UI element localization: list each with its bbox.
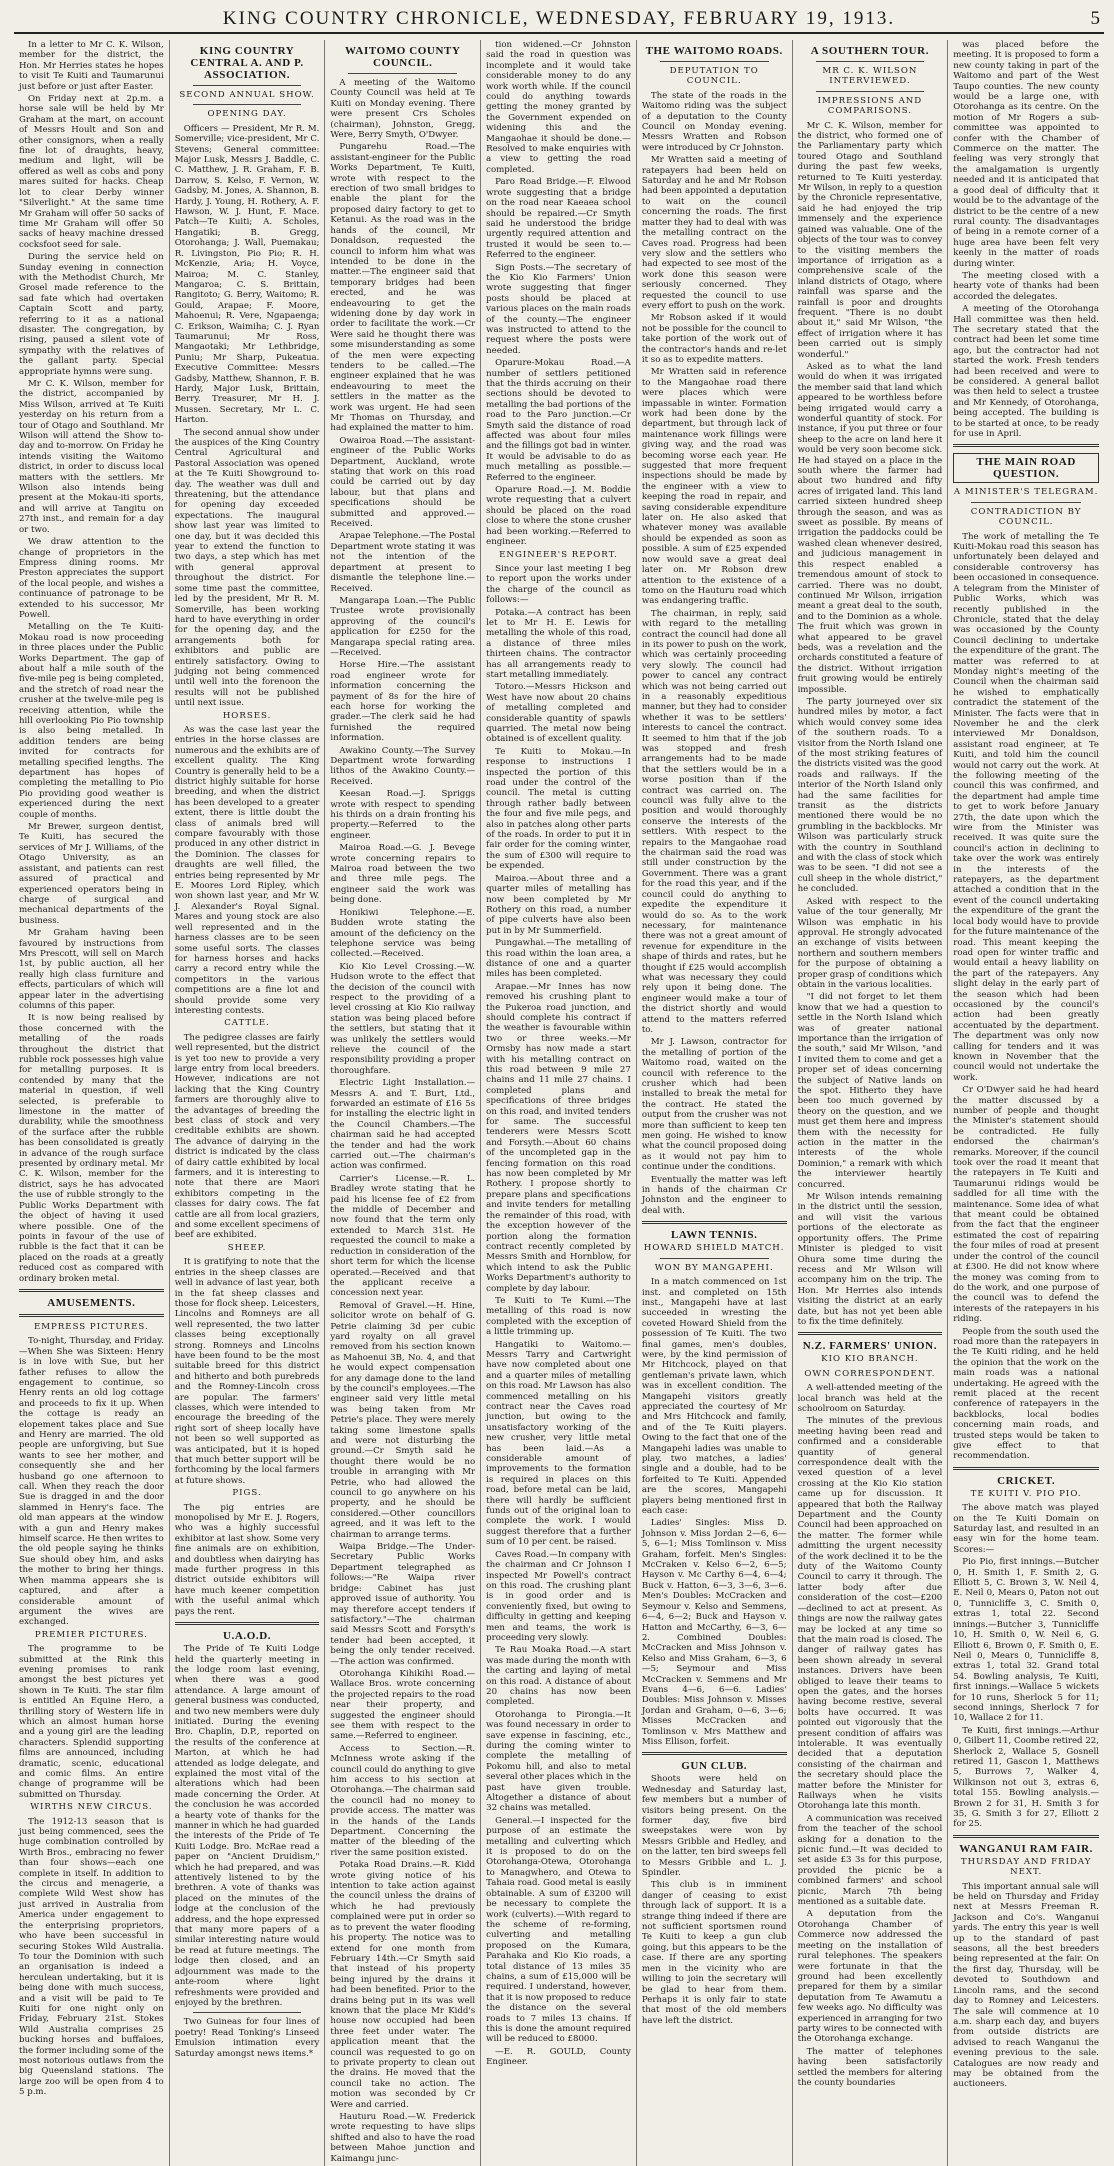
paragraph: Te Rau Moaka Road.—A start was made during the month with the carting and laying of metal on this road. A distance of about 20 chains has now been completed.: [486, 1645, 631, 1708]
paragraph: In a match commenced on 1st inst. and completed on 15th inst., Mangapehi have at last succeeded in wresting the coveted Howard Shield from the possession of Te Kuiti. The two final games, men's doubles, were, by the kind permission of Mr Hitchcock, played on that gentleman's private lawn, which was in excellent condition. The Mangapehi visitors greatly appreciated the courtesy of Mr and Mrs Hitchcock and family, and of the Te Kuiti players. Owing to the fact that one of the Mangapehi ladies was unable to play, two matches, a ladies' single and a double, had to be forfeited to Te Kuiti. Appended are the scores, Mangapehi players being mentioned first in each case:: [641, 1277, 787, 1517]
paragraph: The chairman, in reply, said with regard to the metalling contract the council had done all in its power to push on the work, which was certainly proceeding very slowly. The council had power to cancel any contract which was not being carried out in a reasonably expeditious manner, but they had to consider whether it was to be settlers' interests to cancel the contract. It seemed to him that if the job was stopped and fresh arrangements had to be made that the settlers would be in a worse position than if the contract was carried on. The council was fully alive to the position and would thoroughly conserve the interests of the settlers. With respect to the repairs to the Mangaohae road the chairman said the road was still under construction by the Government. There was a grant for the road this year, and if the council could do anything to expedite the expenditure it would do so. As to the work necessary, for maintenance there was not a great amount of revenue for expenditure in the shape of thirds and rates, but he thought if £25 would accomplish what was necessary they could rely upon it being done. The engineer would make a tour of the district shortly and would attend to the matters referred to.: [641, 608, 787, 1035]
paragraph: During the service held on Sunday evening in connection with the Methodist Church, Mr Grosel made reference to the sad fate which had overtaken Captain Scott and party, referring to it as a national disaster. The congregation, by rising, paused a silent vote of sympathy with the relatives of the gallant party. Special appropriate hymns were sung.: [19, 252, 164, 377]
masthead: [14, 6, 1104, 34]
paragraph: We draw attention to the change of proprietors in the Empress dining rooms. Mr Preston appreciates the support of the local people, and wishes a continuance of patronage to be extended to his successor, Mr Powell.: [19, 537, 164, 620]
divider: [193, 2012, 302, 2013]
column-4: [481, 40, 637, 2166]
masthead-title: KING COUNTRY CHRONICLE, WEDNESDAY, FEBRUARY 19, 1913.: [222, 8, 896, 29]
divider: [953, 1835, 1099, 1838]
paragraph: Mr Wratten said in reference to the Mangaohae road there were places which were impassable in winter. Formation work had been done by the department, but through lack of maintenance work fillings were giving way, and the road was becoming worse each year. He suggested that more frequent inspections should be made by the engineer with a view to keeping the road in repair, and saving considerable expenditure later on. He also asked that whatever money was available should be expended as soon as possible. A sum of £25 expended now would save a great deal later on. Mr Robson drew attention to the existence of a tomo on the Hauturu road which was endangering traffic.: [641, 367, 787, 607]
subheading-howard-shield: HOWARD SHIELD MATCH.: [643, 1243, 785, 1254]
paragraph: Asked with respect to the value of the tour generally, Mr Wilson was emphatic in his approval. He strongly advocated an exchange of visits between northern and southern members for the purpose of obtaining a proper grasp of conditions which obtain in the various localities.: [797, 896, 943, 990]
paragraph: The work of metalling the Te Kuiti-Mokau road this season has unfortunately been delayed and considerable controversy has been occasioned in consequence. A telegram from the Minister of Public Works, which was recently published in the Chronicle, stated that the delay was occasioned by the County Council declining to undertake the expenditure of the grant. The matter was referred to at Monday night's meeting of the Council when the chairman said he wished to emphatically contradict the statement of the Minister. The facts were that in November he and the clerk interviewed Mr Donaldson, assistant road engineer, at Te Kuiti, and told him the council would not carry out the work. At the following meeting of the council this was confirmed, and the department had ample time to get to work before January 27th, the date upon which the wire from the Minister was received. It was quite sure the council's action in declining to take over the work was entirely in the interests of the ratepayers, as the department attached a condition that in the event of the council undertaking the expenditure of the grant the local body would have to provide for the future maintenance of the road. This meant keeping the road open for winter traffic and would entail a heavy liability on the part of the ratepayers. Any slight delay in the early part of the season which had been occasioned by the council's action had been greatly accentuated by the department. The department was only now calling for tenders and it was known in November that the council would not undertake the work.: [953, 531, 1099, 1083]
article-heading-farmers-union: N.Z. FARMERS' UNION.: [802, 1340, 938, 1353]
divider: [19, 1314, 164, 1317]
article-heading-gun-club: GUN CLUB.: [681, 1760, 748, 1773]
paragraph: Eventually the matter was left in hands of the chairman Cr Johnston and the engineer to deal with.: [641, 1174, 787, 1216]
paragraph: The programme to be submitted at the Rink this evening promises to rank amongst the best pictures yet shown in Te Kuiti. The star film is entitled An Equine Hero, a thrilling story of Western life in which an almost human horse and a young girl are the leading characters. Splendid supporting films are announced, including dramatic, scenic, educational and comic films. An entire change of programme will be submitted on Thursday.: [19, 1644, 164, 1800]
paragraph: The state of the roads in the Waitomo riding was the subject of a deputation to the County Council on Monday evening. Messrs Wratten and Robson were introduced by Cr Johnston.: [641, 90, 787, 153]
column-1: [14, 40, 170, 2166]
divider: [798, 1332, 943, 1335]
paragraph: "I did not forget to let them know that we had a question to settle in the North Island which was of greater national importance than the irrigation of the south," said Mr Wilson, "and I invited them to come and get a proper set of ideas concerning the subject of Native lands on the spot. Hitherto they have been too much governed by theory on the question, and we must get them here and impress them with the necessity for action in the matter in the interests of the whole Dominion," a remark with which the interviewer heartily concurred.: [797, 992, 943, 1190]
paragraph: A meeting of the Otorohanga Hall committee was then held. The secretary stated that the contract had been let some time ago, but the contractor had not started the work. Fresh tenders had been received and were to be considered. A general ballot was then held to select a trustee and Mr Kennedy, of Otorohanga, being accepted. The building is to be started at once, to be ready for use in April.: [953, 304, 1099, 440]
article-heading-southern-tour: A SOUTHERN TOUR.: [810, 45, 930, 57]
column-3: [325, 40, 481, 2166]
subheading-wilson-interviewed: MR C. K. WILSON INTERVIEWED.: [822, 66, 918, 87]
paragraph: Oparure-Mokau Road.—A number of settlers petitioned that the thirds accruing on their sections should be devoted to metalling the bad portions of the road to the Paro junction.—Cr Smyth said the distance of road affected was about four miles and the fillings got bad in winter. It would be advisable to do as much metalling as possible.—Referred to the engineer.: [486, 358, 631, 483]
paragraph: Owairoa Road.—The assistant-engineer of the Public Works Department, Auckland, wrote stating that work on this road could be carried out by day labour, but that plans and specifications should be submitted and approved.—Received.: [330, 435, 476, 530]
paragraph: General.—I inspected for the purpose of an estimate the metalling and culverting which it is proposed to do on the Otorohanga-Otewa, Otorohanga to Managwhero, and Otewa to Tahaia road. Good metal is easily obtainable. A sum of £3200 will be necessary to complete the work (culverts).—With regard to the scheme of re-forming, culverting and metalling proposed on the Kumara, Parahaka and Kio Kio roads, a total distance of 13 miles 35 chains, a sum of £15,000 will be required. I understand, however, that it is now proposed to reduce the distance on the several roads to 7 miles 13 chains. If this is done the amount required will be reduced to £8000.: [486, 1815, 631, 2045]
paragraph: Arapae Telephone.—The Postal Department wrote stating it was not the intention of the department at present to dismantle the telephone line.—Received.: [330, 531, 476, 594]
paragraph: The 1912-13 season that is just being commenced, sees the huge combination controlled by Wirth Bros., embracing no fewer than four shows—each one complete in itself. In addition to the circus and menagerie, a complete Wild West show has just arrived in Australia from America under engagement to the enterprising proprietors, who have been successful in securing Stokes Wild Australia. To tour the Dominion with such an organisation is indeed a herculean undertaking, but it is being done with much success, and a visit will be paid to Te Kuiti for one night only on Friday, February 21st. Stokes Wild Australia comprises 25 bucking horses and buffaloes, the former including some of the most notorious outlaws from the big Queensland stations. The large zoo will be open from 4 to 5 p.m.: [19, 1816, 164, 2098]
paragraph: Sign Posts.—The secretary of the Kio Kio Farmers' Union wrote suggesting that finger posts should be placed at various places on the main roads of the county.—The engineer was instructed to attend to the request where the posts were needed.: [486, 262, 631, 356]
paragraph: Keesan Road.—J. Spriggs wrote with respect to spending his thirds on a drain fronting his property.—Referred to the engineer.: [330, 789, 476, 841]
paragraph: The matter of telephones having been satisfactorily settled the members for altering the county boundaries: [797, 2046, 943, 2088]
column-2: [170, 40, 326, 2166]
paragraph: Two Guineas for four lines of poetry! Read Tonking's Linseed Emulsion intimation every Saturday amongst news items.*: [174, 2017, 320, 2059]
paragraph: The party journeyed over six hundred miles by motor, a fact which would convey some idea of the southern roads. To a visitor from the North Island one of the most striking features of the districts visited was the good roads and railways. If the interior of the North Island only had the same facilities for transit as the districts mentioned there would be no grumbling in the backblocks. Mr Wilson was particularly struck with the country in Southland and with the class of stock which was to be seen. "I did not see a cull sheep in the whole district," he concluded.: [797, 696, 943, 895]
paragraph: This important annual sale will be held on Thursday and Friday next at Messrs Freeman R. Jackson and Co's. Wanganui yards. The entry this year is well up to the standard of past seasons, all the best breeders being represented at the fair. On the first day, Thursday, will be devoted to Southdown and Lincoln rams, and the second day to Romney and Leicesters. The sale will commence at 10 a.m. sharp each day, and buyers from outside districts are advised to reach Wanganui the evening previous to the sale. Catalogues are now ready and may be obtained from the auctioneers.: [953, 1881, 1099, 2090]
paragraph: Mr Graham having been favoured by instructions from Mrs Prescott, will sell on March 1st, by public auction, all her really high class furniture and effects, particulars of which will appear later in the advertising columns of this paper.: [19, 928, 164, 1011]
paragraph: Mr C. K. Wilson, member for the district, accompanied by Miss Wilson, arrived at Te Kuiti yesterday on his return from a tour of Otago and Southland. Mr Wilson will attend the Show to-day and to-morrow. On Friday he intends visiting the Waitomo district, in order to discuss local matters with the settlers. Mr Wilson also intends being present at the Mokau-iti sports, and will arrive at Tangitu on 27th inst., and remain for a day or two.: [19, 379, 164, 535]
paragraph: On Friday next at 2p.m. a horse sale will be held by Mr Graham at the mart, on account of Messrs Hoult and Son and other consignors, when a really fine lot of draughts, heavy, medium and light, will be offered as well as cobs and pony mares suited for hacks. Cheap lot to clear Derby winner "Silverlight." At the same time Mr Graham will offer 50 sacks of time Mr Graham will offer 50 sacks of heavy machine dressed cocksfoot seed for sale.: [19, 94, 164, 250]
paragraph: The Pride of Te Kuiti Lodge held the quarterly meeting in the lodge room last evening, when there was a good attendance. A large amount of general business was conducted, and two new members were duly initiated. During the evening Bro. Chaplin, D.P., reported on the results of the conference at Marton, at which he had attended as lodge delegate, and explained the most vital of the alterations which had been made concerning the Order. At the conclusion he was accorded a hearty vote of thanks for the manner in which he had guarded the interests of the Pride of Te Kuiti Lodge. Bro. McRae read a paper on "Ancient Druidism," which he had prepared, and was attentively listened to by the brethren. A vote of thanks was placed on the minutes of the lodge at the conclusion of the address, and the hope expressed that many more papers of a similar interesting nature would be read at future meetings. The lodge then closed, and an adjournment was made to the ante-room where light refreshments were provided and enjoyed by the brethren.: [174, 1644, 320, 2008]
subheading-te-kuiti-v-pio-pio: TE KUITI V. PIO PIO.: [970, 1488, 1082, 1499]
signature-line: —E. R. GOULD, County Engineer.: [486, 2046, 631, 2068]
paragraph: Arapae.—Mr Innes has now removed his crushing plant to the Pukeroa road junction, and should complete his contract if the weather is favourable within two or three weeks.—Mr Ormsby has now made a start with his metalling contract on this road between 9 mile 27 chains and 11 mile 27 chains. I completed plans and specifications of three bridges on this road, and invited tenders for same. The successful tenderers were Messrs Scott and Forsyth.—About 60 chains of the uncompleted gap in the fencing formation on this road has now been completed by Mr Rothery. I propose shortly to prepare plans and specifications and invite tenders for metalling the remainder of this road, with the exception however of the portion along the formation contract recently completed by Messrs Smith and Hornblow, for which intend to ask the Public Works Department's authority to complete by day labour.: [486, 981, 631, 1294]
paragraph: This club is in imminent danger of ceasing to exist through lack of support. It is a strange thing indeed if there are not sufficient sportsmen round Te Kuiti to keep a gun club going, but this appears to be the case. If there are any sporting men in the vicinity who are willing to join the secretary will be glad to hear from them. Perhaps it is only fair to state that most of the old members have left the district.: [641, 1880, 787, 2026]
paragraph: Electric Light Installation.—Messrs A. and T. Burt, Ltd., forwarded an estimate of £16 5s for installing the electric light in the Council Chambers.—The chairman said he had accepted the tender and had the work carried out.—The chairman's action was confirmed.: [330, 1078, 476, 1172]
paragraph: The minutes of the previous meeting having been read and confirmed and a considerable quantity of general correspondence dealt with the vexed question of a level crossing at the Kio Kio station came up for discussion. It appeared that both the Railway Department and the County Council had been approached on the matter. The former while admitting the urgent necessity of the work declined it to be the duty of the Waitomo County Council to carry it through. The latter body after due consideration of the cost—£200—declined to act at present. As things are now the railway gates may be locked at any time so that the main road is closed. The danger of railway gates has been shown already in several instances. Drivers have been obliged to leave their teams to open the gates, and the horses having become restive, several bolts have occurred. It was pointed out vigorously that the present condition of affairs was intolerable. It was eventually decided that a deputation consisting of the chairman and the secretary should place the matter before the Minister for Railways when he visits Otorohanga late this month.: [797, 1416, 943, 1812]
paragraph: Carrier's License.—R. L. Bradley wrote stating that he paid his license fee of £2 from the middle of December and now found that the term only extended to March 31st. He requested the council to make a reduction in consideration of the short term for which the license operated.—Received and that the applicant receive a concession next year.: [330, 1173, 476, 1299]
divider: [816, 61, 925, 62]
divider: [971, 502, 1081, 503]
divider: [348, 73, 457, 74]
divider: [953, 444, 1099, 447]
paragraph: The above match was played on the Te Kuiti Domain on Saturday last, and resulted in an easy win for the home team. Scores:—: [953, 1503, 1099, 1555]
article-heading-uaod: U.A.O.D.: [222, 1630, 272, 1643]
subheading-empress-pictures: EMPRESS PICTURES.: [33, 1321, 149, 1332]
paragraph: Mairoa Road.—G. J. Bevege wrote concerning repairs to Mairoa road between the two and three mile pegs. The engineer said the work was being done.: [330, 843, 476, 906]
paragraph: A communication was received from the teacher of the school asking for a donation to the picnic fund.—It was decided to set aside £3 3s for this purpose, provided the picnic be a combined farmers' and school picnic, March 7th being mentioned as a suitable date.: [797, 1813, 943, 1908]
paragraph: It is now being realised by those concerned with the metalling of the roads throughout the district that rubble rock possesses high value for metalling purposes. It is contended by many that the material in question, if well selected, is preferable to limestone in the matter of durability, while the smoothness of the surface after the rubble has been consolidated is greatly in advance of the rough surface presented by ordinary metal. Mr C. K. Wilson, member for the district, says he has advocated the use of rubble strongly to the Public Works Department with the object of having it used where possible. One of the points in favour of the use of rubble is the fact that it can be placed on the roads at a greatly reduced cost as compared with ordinary broken metal.: [19, 1013, 164, 1284]
subheading-premier-pictures: PREMIER PICTURES.: [34, 1629, 148, 1640]
paragraph: The pig entries are monopolised by Mr E. J. Rogers, who was a highly successful exhibitor at last show. Some very fine animals are on exhibition, and doubtless when dairying has made further progress in this district outside exhibitors will have much keener competition with the useful animal which pays the rent.: [174, 1502, 320, 1617]
paragraph: A meeting of the Waitomo County Council was held at Te Kuiti on Monday evening. There were present Crs Scholes (chairman), Johnston, Gregg, Were, Berry Smyth, O'Dwyer.: [330, 78, 476, 141]
divider: [816, 91, 925, 92]
paragraph: Cr O'Dwyer said he had heard the matter discussed by a number of people and thought the Minister's statement should be contradicted. He fully endorsed the chairman's remarks. Moreover, if the council took over the road it meant that the ratepayers in Te Kuiti and Taumarunui ridings would be saddled for all time with the maintenance. Some idea of what that meant could be obtained from the fact that the engineer estimated the cost of repairing the four miles of road at present under the control of the council at £300. He did not know where the money was coming from to do the work, and one purpose of the council was to defend the interests of the ratepayers in his riding.: [953, 1085, 1099, 1325]
divider: [953, 1467, 1099, 1470]
divider: [175, 1622, 320, 1625]
columns: [14, 40, 1104, 2164]
subheading-wirths-circus: WIRTHS NEW CIRCUS.: [30, 1802, 153, 1813]
subheading-deputation: DEPUTATION TO COUNCIL.: [669, 66, 759, 87]
paragraph: Te Kuiti to Te Kumi.—The metalling of this road is now completed with the exception of a little trimming up.: [486, 1295, 631, 1338]
divider: [660, 61, 769, 62]
article-heading-lawn-tennis: LAWN TENNIS.: [670, 1229, 758, 1242]
subheading-correspondent: OWN CORRESPONDENT.: [804, 1368, 936, 1379]
paragraph: A well-attended meeting of the local branch was held at the schoolroom on Saturday.: [797, 1383, 943, 1414]
article-heading-county-council: WAITOMO COUNTY COUNCIL.: [345, 45, 461, 69]
divider: [19, 1289, 164, 1292]
article-heading-a-and-p: KING COUNTRY CENTRAL A. AND P. ASSOCIATION.: [190, 45, 304, 81]
subheading-thursday-friday: THURSDAY AND FRIDAY NEXT.: [960, 1856, 1092, 1878]
divider: [193, 104, 302, 105]
paragraph: Honikiwi Telephone.—E. Budden wrote stating the amount of the deficiency on the telephone service was being collected.—Received.: [330, 907, 476, 960]
paragraph: Metalling on the Te Kuiti-Mokau road is now proceeding in three places under the Public Works Department. The gap of about half a mile south of the five-mile peg is being completed, and the stretch of road near the crusher at the twelve-mile peg is receiving attention, while the hill overlooking Pio Pio township is also being metalled. In addition tenders are being invited for contracts for metalling specified lengths. The department has hopes of completing the metalling to Pio Pio providing good weather is experienced during the next couple of months.: [19, 622, 164, 820]
paragraph: Hangatiki to Waitomo.—Messrs Tarry and Cartwright have now completed about one and a quarter miles of metalling on this road. Mr Lawson has also commenced metalling on his contract near the Caves road junction, but owing to the unsatisfactory working of the new crusher, very little metal has been laid.—As a considerable amount of improvements to the formation is required in places on this road, before metal can be laid, there will hardly be sufficient funds out of the original loan to complete the work. I would suggest therefore that a further sum of 10 per cent. be raised.: [486, 1339, 631, 1548]
paragraph: Shoots were held on Wednesday and Saturday last, few members but a number of visitors being present. On the former day, five bird sweepstakes were won by Messrs Gribble and Hedley, and on the latter, ten bird sweeps fell to Messrs Gribble and L. J. Spindler.: [641, 1774, 787, 1879]
paragraph: Kio Kio Level Crossing.—W. Hudson wrote to the effect that the decision of the council with respect to the providing of a level crossing at Kio Kio railway station was being placed before the settlers, but stating that it was unlikely the settlers would relieve the council of the responsibility providing a proper thoroughfare.: [330, 961, 476, 1076]
divider: [660, 1258, 769, 1259]
paragraph: The pedigree classes are fairly well represented, but the district is yet too new to provide a very large entry from local breeders. However, indications are not lacking that the King Country farmers are thoroughly alive to the advantages of breeding the best class of stock and very creditable exhibits are shown. The advance of dairying in the district is indicated by the class of dairy cattle exhibited by local farmers, and it is interesting to note that there are Maori exhibitors competing in the classes for dairy cows. The fat cattle are all from local graziers, and some excellent specimens of beef are exhibited.: [174, 1032, 320, 1241]
paragraph: Hauturu Road.—W. Frederick wrote requesting to have slips shifted and also to have the road between Mahoe junction and Kaimangu junc-: [330, 2112, 476, 2164]
column-6: [793, 40, 949, 2166]
subheading-opening-day: OPENING DAY.: [207, 109, 287, 120]
column-5: [637, 40, 793, 2166]
paragraph: Totoro.—Messrs Hickson and West have now about 20 chains of metalling completed and considerable quantity of spawls quarried. The metal now being obtained is of excellent quality.: [486, 682, 631, 745]
paragraph: People from the south used the road more than the ratepayers in the Te Kuiti riding, and he held the opinion that the work on the main roads was a national undertaking. He agreed with the remit placed at the recent conference of ratepayers in the backblocks, local bodies concerning main roads, and trusted steps would be taken to give effect to that recommendation.: [953, 1326, 1099, 1462]
subheading-engineers-report: ENGINEER'S REPORT.: [499, 549, 618, 560]
paragraph: was placed before the meeting. It is proposed to form a new county taking in part of the Waitomo and part of the West Taupo counties. The new county would be a large one, with Otorohanga as its centre. On the motion of Mr Rogers a sub-committee was appointed to confer with the Chamber of Commerce on the matter. The feeling was very strongly that the amalgamation is urgently needed and it is anticipated that a good deal of difficulty that it would be to the advantage of the district to be the centre of a new rural county. The disadvantages of being in a remote corner of a huge area have been felt very keenly in the matter of roads during winter.: [953, 40, 1099, 269]
paragraph: Access to Section.—R. McInness wrote asking if the council could do anything to give him access to his section at Otorohanga.—The chairman said the council had no money to provide access. The matter was in the hands of the Lands Department. Concerning the matter of the bleeding of the river the same position existed.: [330, 1743, 476, 1858]
paragraph: Removal of Gravel.—H. Hine, solicitor wrote on behalf of G. Petrie claiming 3d per cubic yard royalty on all gravel removed from his section known as Mahoenui 3B, No. 4, and that he would expect compensation for any damage done to the land by the council's employees.—The engineer said very little metal was being taken from Mr Petrie's place. They were merely taking some limestone spalls and were not disturbing the ground.—Cr Smyth said he thought there would be no trouble in arranging with Mr Petrie, who had allowed the council to go anywhere on his property, and he should be considered.—Other councillors agreed, and it was left to the chairman to arrange terms.: [330, 1300, 476, 1540]
section-heading-amusements: AMUSEMENTS.: [47, 1296, 136, 1309]
subheading-kio-kio-branch: KIO KIO BRANCH.: [821, 1354, 919, 1365]
paragraph: Otorohanga Kihikihi Road.—Wallace Bros. wrote concerning the projected repairs to the road near their property, and suggested the engineer should see them with respect to the same.—Referred to engineer.: [330, 1668, 476, 1742]
paragraph: Mr Wratten said a meeting of ratepayers had been held on Saturday and he and Mr Robson had been appointed a deputation to wait on the council concerning the roads. The first matter they had to deal with was the metalling contract on the Caves road. Progress had been very slow and the settlers who had expected to see most of the work done this season were seriously concerned. They requested the council to use every effort to push on the work.: [641, 155, 787, 311]
paragraph: Mr Brewer, surgeon dentist, Te Kuiti, has secured the services of Mr J. Williams, of the Otago University, as an assistant, and patients can rest assured of practical and experienced operators being in charge of surgical and mechanical departments of the business.: [19, 822, 164, 926]
divider: [193, 85, 302, 86]
paragraph: To-night, Thursday, and Friday.—When She was Sixteen: Henry is in love with Sue, but her father refuses to allow the engagement to continue, so Henry rents an old log cottage and proceeds to fix it up. When the cottage is ready an elopement takes place and Sue and Henry are married. The old people are unforgiving, but Sue wants to see her mother, and consequently she and her husband go one afternoon to call. When they reach the door Sue is dragged in and the door slammed in Henry's face. The old man appears at the window with a gun and Henry makes himself scarce. He then writes to the old people saying he thinks Sue should obey him, and asks the mother to bring her things. When mamma appears she is captured, and after a considerable amount of argument the wives are exchanged.: [19, 1336, 164, 1628]
page-number: 5: [1090, 8, 1100, 29]
paragraph: Pungarehu Road.—The assistant-engineer for the Public Works Department, Te Kuiti, wrote with respect to the erection of two small bridges to enable the plant for the proposed dairy factory to get to Ketanui. As the road was in the hands of the council, Mr Donaldson, requested the council to inform him what was intended to be done in the matter.—The engineer said that temporary bridges had been erected, and he was endeavouring to get the widening done by day work in order to facilitate the work.—Cr Were said he thought there was some misunderstanding as some of the men were expecting tenders to be called.—The engineer explained that he was endeavouring to meet the settlers in the matter as the work was urgent. He had seen Mr Thomas on Thursday, and had explained the matter to him.: [330, 142, 476, 434]
paragraph: Pio Pio, first innings.—Butcher 0, H. Smith 1, F. Smith 2, G. Elliott 5, C. Brown 3, W. Neil 4, E. Neil 0, Mears 0, Paton not out 0, Tunnicliffe 3, C. Smith 0, extras 1, total 22. Second innings.—Butcher 3, Tunnicliffe 10, H. Smith 0, W. Neil 6, G. Elliott 6, Brown 0, F. Smith 0, E. Neil 0, Mears 0, Tunnicliffe 8, extras 1, total 32. Grand total 54. Bowling analysis, Te Kuiti, first innings.—Wallace 5 wickets for 10 runs, Sherlock 5 for 11; second innings, Sherlock 7 for 10, Wallace 2 for 11.: [953, 1557, 1099, 1724]
paragraph: A deputation from the Otorohanga Chamber of Commerce now addressed the meeting on the installation of rural telephones. The speakers were fortunate in that the ground had been excellently prepared for them by a similar deputation from Te Awamutu a few weeks ago. No difficulty was experienced in arranging for two party wires to be connected with the Otorohanga exchange.: [797, 1909, 943, 2045]
paragraph: Mr C. K. Wilson, member for the district, who formed one of the Parliamentary party which toured Otago and Southland during the past few weeks, returned to Te Kuiti yesterday. Mr Wilson, in reply to a question by the Chronicle representative, said he had enjoyed the trip immensely and the experience gained was valuable. One of the objects of the tour was to convey to the visiting members the importance of irrigation as a comprehensive scale of the inland districts of Otago, where rainfall was sparse and the rainfall is poor and droughts frequent. "There is no doubt about it," said Mr Wilson, "the effect of irrigation where it has been carried out is simply wonderful.": [797, 120, 943, 360]
paragraph: Te Kuiti to Mokau.—In response to instructions I inspected the portion of this road under the control of the council. The metal is cutting through rather badly between the four and five mile pegs, and also in patches along other parts of the roads. In order to put it in fair order for the coming winter, the sum of £300 will require to be expended.: [486, 746, 631, 872]
paragraph: Awakino County.—The Survey Department wrote forwarding lithos of the Awakino County.—Received.: [330, 745, 476, 787]
subheading-impressions: IMPRESSIONS AND COMPARISONS.: [817, 95, 923, 117]
subheading-contradiction: CONTRADICTION BY COUNCIL.: [970, 506, 1082, 528]
subheading-second-show: SECOND ANNUAL SHOW.: [179, 90, 315, 100]
paragraph: Mairoa.—About three and a quarter miles of metalling has now been completed by Mr Rothery on this road, a number of pipe culverts have also been put in by Mr Summerfield.: [486, 873, 631, 936]
paragraph: Potaka.—A contract has been let to Mr H. E. Lewis for metalling the whole of this road, a distance of three miles thirteen chains. The contractor has all arrangements ready to start metalling immediately.: [486, 607, 631, 680]
article-heading-main-road: THE MAIN ROAD QUESTION.: [953, 453, 1099, 483]
divider: [642, 1752, 787, 1755]
paragraph: Horse Hire.—The assistant road engineer wrote for information concerning the payment of 8s for the hire of each horse for working the grader.—The clerk said he had furnished the required information.: [330, 660, 476, 744]
paragraph: tion widened.—Cr Johnston said the road in question was incomplete and it would take considerable money to do any work worth while. If the council could do anything towards getting the money granted by the Government expended on widening this and the Mangaohae it should be done.—Resolved to make enquiries with a view to getting the road completed.: [486, 40, 631, 175]
subheading-won-by-mangapehi: WON BY MANGAPEHI.: [654, 1262, 774, 1273]
paragraph: Mangarapa Loan.—The Public Trustee wrote provisionally approving of the council's application for £250 for the Mangarapa special rating area.—Received.: [330, 595, 476, 658]
paragraph: Mr Robson asked if it would not be possible for the council to take portion of the work out of the contractor's hands and re-let it so as to expedite matters.: [641, 313, 787, 365]
subheading-pigs: PIGS.: [232, 1488, 262, 1499]
paragraph: Paro Road Bridge.—F. Elwood wrote suggesting that a bridge on the road near Kaeaea school should be repaired.—Cr Smyth said he understood the bridge urgently required attention and trusted it would be seen to.—Referred to the engineer.: [486, 177, 631, 261]
paragraph: Caves Road.—In company with the chairman and Cr Johnson I inspected Mr Powell's contract on this road. The crushing plant is in good order and is conveniently fixed, but owing to difficulty in getting and keeping men and teams, the work is proceeding very slowly.: [486, 1549, 631, 1643]
paragraph: The meeting closed with a hearty vote of thanks had been accorded the delegates.: [953, 270, 1099, 302]
paragraph: Mr Wilson intends remaining in the district until the session, and will visit the various portions of the electorate as opportunity offers. The Prime Minister is pledged to visit Ohura some time during the recess and Mr Wilson will accompany him on the trip. The Hon. Mr Herries also intends visiting the district at an early date, but has not yet been able to fix the time definitely.: [797, 1192, 943, 1327]
paragraph: Mr J. Lawson, contractor for the metalling of portion of the Waitomo road, waited on the council with reference to the crusher which had been installed to break the metal for the contract. He stated the output from the crusher was not more than sufficient to keep ten men going. He wished to know what the council proposed doing as it would not pay him to continue under the conditions.: [641, 1037, 787, 1173]
paragraph: As was the case last year the entries in the horse classes are numerous and the exhibits are of excellent quality. The King Country is generally held to be a district highly suitable for horse breeding, and when the district has been developed to a greater extent, there is little doubt the class of animals bred will compare favourably with those produced in any other district in the Dominion. The classes for draughts are well filled, the entries being represented by Mr E. Moores Lord Ripley, which won shown last year, and Mr W. J. Alexander's Royal Signal. Mares and young stock are also well represented and in the harness classes are to be seen some useful sorts. The classes for harness horses and hacks carry a record entry while the competitors in the various competitions are a fine lot and should provide some very interesting contests.: [174, 724, 320, 1016]
paragraph: Pungawhai.—The metalling of this road within the loan area, a distance of one and a quarter miles has been completed.: [486, 938, 631, 980]
paragraph: Asked as to what the land would do when it was irrigated the member said that land which appeared to be worthless before being irrigated would carry a wonderful quantity of stock. For instance, if you put three or four sheep to the acre on land here it would be very soon become sick. He had stayed on a place in the south where the farmer had about two hundred and fifty acres of irrigated land. This land carried sixteen hundred sheep through the season, and was as sweet as possible. By means of irrigation the paddocks could be washed clean whenever desired, and judicious management in this respect enabled a tremendous amount of stock to carried. There was no doubt, continued Mr Wilson, irrigation meant a great deal to the south, and to the Dominion as a whole. The fruit which was grown in what appeared to be gravel beds, was a revelation and the orchards constituted a feature of the district. Without irrigation fruit growing would be entirely impossible.: [797, 361, 943, 695]
paragraph: In a letter to Mr C. K. Wilson, member for the district, the Hon. Mr Herries states he hopes to visit Te Kuiti and Taumarunui just before or just after Easter.: [19, 40, 164, 92]
article-heading-ram-fair: WANGANUI RAM FAIR.: [959, 1842, 1093, 1855]
paragraph: Te Kuiti, first innings.—Arthur 0, Gilbert 11, Coombe retired 22, Sherlock 2, Wallace 5, Gosnell retired 11, Gascon 1, Matthews 5, Burrows 7, Walker 4, Wilkinson not out 3, extras 6, total 155. Bowling analysis.—Brown 2 for 31, H. Smith 3 for 35, G. Smith 3 for 27, Elliott 2 for 25.: [953, 1725, 1099, 1830]
article-heading-waitomo-roads: THE WAITOMO ROADS.: [645, 45, 783, 57]
paragraph: It is gratifying to note that the entries in the sheep classes are well in advance of last year, both in the fat sheep classes and those for flock sheep. Leicesters, Lincolns and Romneys are all well represented, the two latter classes being exceptionally strong. Romneys and Lincolns have been found to be the most suitable breed for this district and hitherto and both purebreds and the Romney-Lincoln cross are popular. The farmers' classes, which were intended to encourage the breeding of the right sort of sheep locally have not been so well supported as was anticipated, but it is hoped that much better support will be forthcoming by the local farmers at future shows.: [174, 1257, 320, 1486]
subheading-cattle: CATTLE.: [224, 1018, 270, 1029]
subheading-ministers-telegram: A MINISTER'S TELEGRAM.: [953, 487, 1099, 498]
paragraph: Potaka Road Drains.—R. Kidd wrote giving notice of his intention to take action against the council unless the drains of which he had previously complained were put in order so as to prevent the water flooding his property. The notice was to extend for one month from February 14th.—Cr Smyth said that instead of his property being injured by the drains it had been benefited. Prior to the drains being put in its was well known that the place Mr Kidd's house now occupied had been three feet under water. The application meant that the council was requested to go on to private property to clean out the drains. He moved that the council take no action. The motion was seconded by Cr Were and carried.: [330, 1860, 476, 2110]
paragraph: Oparure Road.—J. M. Boddie wrote requesting that a culvert should be placed on the road close to where the stone crusher had been working.—Referred to engineer.: [486, 485, 631, 548]
paragraph: Since your last meeting I beg to report upon the works under the charge of the council as follows:—: [486, 563, 631, 606]
paragraph: Ladies' Singles: Miss D. Johnson v. Miss Jordan 2—6, 6—5, 6—1; Miss Tomlinson v. Miss Graham, forfeit. Men's Singles: McCraken v. Kelso 6—2, 6—5; Hayson v. Mc Carthy 6—4, 6—4; Buck v. Hatton, 6—3, 3—6, 3—6. Men's Doubles: McCracken and Seymour v. Kelso and Semmens, 6—4, 6—2; Buck and Hayson v. Hatton and McCarthy, 6—3, 6—2. Combined Doubles: McCracken and Miss Johnson v. Kelso and Miss Graham, 6—3, 6—5; Seymour and Miss McCracken v. Semmens and Mr Evans 4—6, 6—6. Ladies' Doubles: Miss Johnson v. Misses Jordan and Graham, 0—6, 3—6; Misses McCracken and Tomlinson v. Mrs Matthew and Miss Ellison, forfeit.: [641, 1518, 787, 1747]
paragraph: The second annual show under the auspices of the King Country Central Agricultural and Pastoral Association was opened at the Te Kuiti Showground to-day. The weather was dull and threatening, but the attendance for opening day exceeded expectations. The inaugural show last year was limited to one day, but it was decided this year to extend the function to two days, a step which has met with general approval throughout the district. For some time past the committee, led by the president, Mr R. M. Somerville, has been working hard to have everything in order for the opening day, and the arrangements both for exhibitors and public are entirely satisfactory. Owing to judging not being commenced until well into the forenoon the results will not be published until next issue.: [174, 427, 320, 709]
paragraph: Otorohanga to Pirongia.—It was found necessary in order to save expense in fascining, etc., during the coming winter to complete the metalling of Pokomu hill, and also to metal several other places which in the past have given trouble. Altogether a distance of about 32 chains was metalled.: [486, 1709, 631, 1814]
article-heading-cricket: CRICKET.: [997, 1474, 1056, 1487]
column-7: [948, 40, 1104, 2166]
paragraph: Waipa Bridge.—The Under-Secretary Public Works Department telegraphed as follows:—"Re Waipa river bridge: Cabinet has just approved issue of authority. You may therefore accept tenders if satisfactory."—The chairman said Messrs Scott and Forsyth's tender had been accepted, it being the only tender received.—The action was confirmed.: [330, 1542, 476, 1667]
subheading-sheep: SHEEP.: [227, 1242, 267, 1253]
divider: [642, 1221, 787, 1224]
paragraph: Officers — President, Mr R. M. Somerville; vice-president, Mr C. Stevens; General committee: Major Lusk, Messrs J. Baddle, C. C. Matthew, J. R. Graham, F. B. Darrow, S. Kelso, F. Vernon, W. Gadsby, M. Jones, A. Shannon, B. Hardy, J. Young, H. Rothery, A. F. Hawson, W. J. Hunt, F. Mace. Patch—Te Kuiti; A. Scholes, Hangatiki; B. Gregg, Otorohanga; J. Wall, Puemakau; R. Livingston, Pio Pio; R. H. McKenzie, Aria; H. Voyce, Mairoa; M. C. Stanley, Mangaroa; C. S. Brittain, Rangitoto; G. Berry, Waitomo; R. Gould, Arapae; F. Moore, Mahoenui; R. Vere, Ngapaenga; C. Erikson, Waimiha; C. J. Ryan Taumarunui; Mr Ross, Mangaotaki; Mr Lethbridge, Puniu; Mr Sharp, Pukeatua. Executive Committee: Messrs Gadsby, Matthew, Shannon, F. B. Hardy, Major Lusk, Brittain, Berry. Treasurer, Mr H. J. Mussen. Secretary, Mr L. C. Harton.: [174, 123, 320, 426]
subheading-horses: HORSES.: [222, 710, 272, 721]
